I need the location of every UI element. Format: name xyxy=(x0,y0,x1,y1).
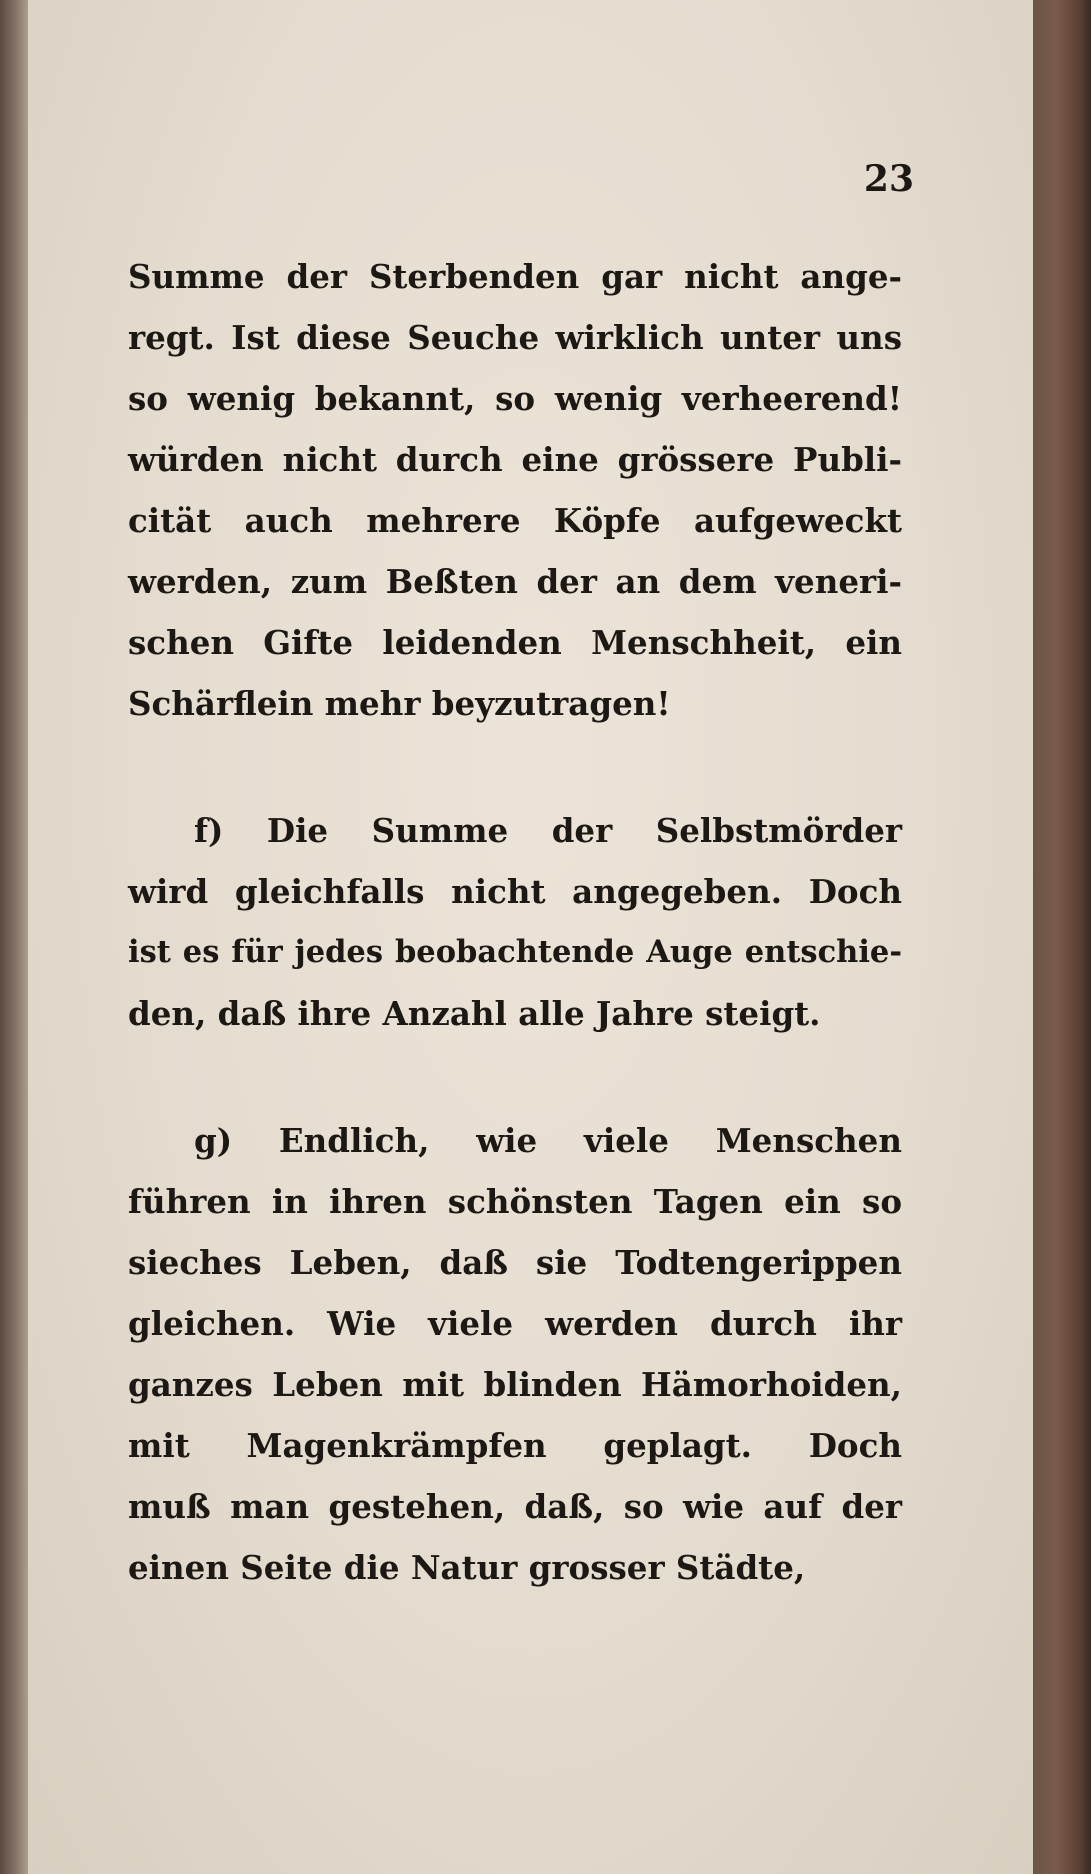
paragraph xyxy=(128,1110,902,1598)
text-line: cität auch mehrere Köpfe aufgeweckt xyxy=(128,501,902,540)
text-line: muß man gestehen, daß, so wie auf der xyxy=(128,1487,902,1526)
page-paper xyxy=(28,0,1036,1874)
text-line: f) Die Summe der Selbstmörder xyxy=(194,811,902,850)
text-line: g) Endlich, wie viele Menschen xyxy=(194,1121,902,1160)
text-line: gleichen. Wie viele werden durch ihr xyxy=(128,1304,902,1343)
text-line: ist es für jedes beobachtende Auge entschie- xyxy=(128,934,902,970)
text-line: schen Gifte leidenden Menschheit, ein xyxy=(128,623,902,662)
text-line: sieches Leben, daß sie Todtengerippen xyxy=(128,1243,902,1282)
text-line: Summe der Sterbenden gar nicht ange- xyxy=(128,257,902,296)
text-line: Schärflein mehr beyzutragen! xyxy=(128,684,671,723)
text-line: ganzes Leben mit blinden Hämorhoiden, xyxy=(128,1365,902,1404)
book-spine-edge xyxy=(0,0,30,1874)
text-line: werden, zum Beßten der an dem veneri- xyxy=(128,562,902,601)
text-line: so wenig bekannt, so wenig verheerend! xyxy=(128,379,902,418)
book-fore-edge xyxy=(1033,0,1091,1874)
text-line: wird gleichfalls nicht angegeben. Doch xyxy=(128,872,902,911)
paragraph xyxy=(128,246,902,734)
page-number: 23 xyxy=(863,158,914,200)
text-line: regt. Ist diese Seuche wirklich unter uns xyxy=(128,318,902,357)
paragraph xyxy=(128,800,902,1044)
text-line: mit Magenkrämpfen geplagt. Doch xyxy=(128,1426,902,1465)
text-line: führen in ihren schönsten Tagen ein so xyxy=(128,1182,902,1221)
text-line: den, daß ihre Anzahl alle Jahre steigt. xyxy=(128,994,821,1033)
text-line: einen Seite die Natur grosser Städte, xyxy=(128,1548,806,1587)
text-line: würden nicht durch eine grössere Publi- xyxy=(128,440,902,479)
